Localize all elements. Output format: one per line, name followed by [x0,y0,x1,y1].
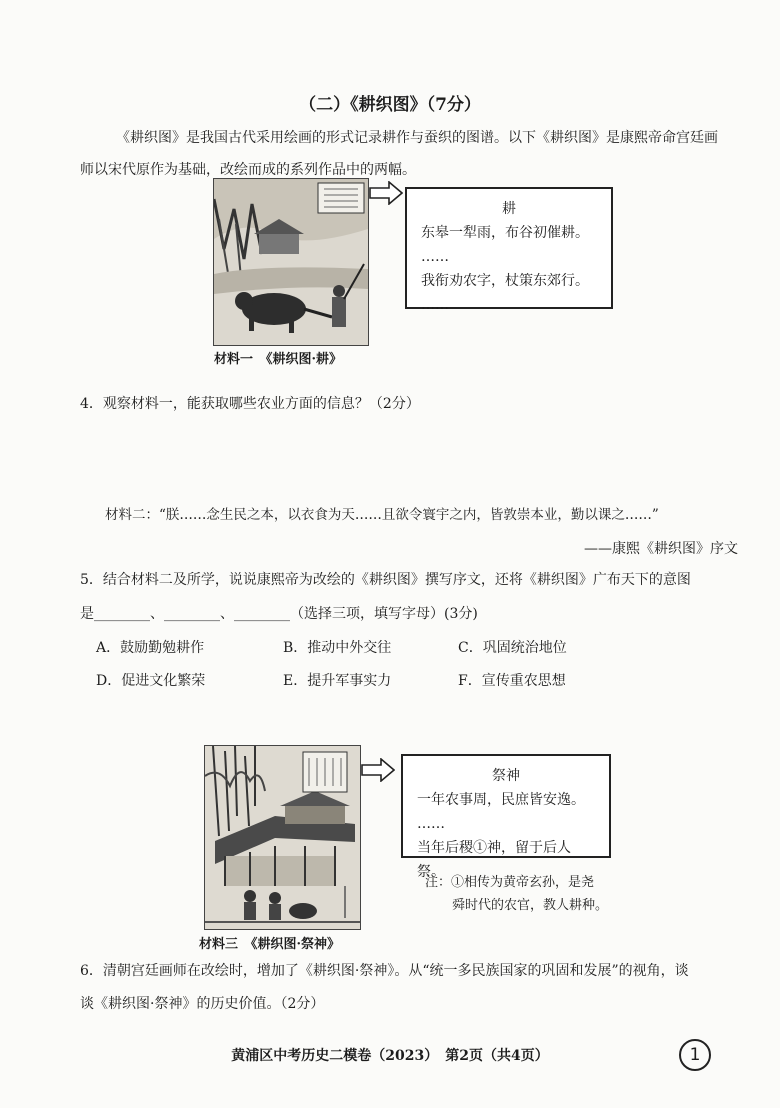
question-6-line-2: 谈《耕织图·祭神》的历史价值。（2分） [80,996,325,1012]
page-footer: 黄浦区中考历史二模卷（2023） 第2页（共4页） [231,1048,549,1064]
section-title: （二）《耕织图》（7分） [299,95,481,115]
poem-line: 一年农事周，民庶皆安逸。 [417,792,585,808]
material1-poem-box [405,187,613,313]
arrow-icon [369,181,403,205]
question-5-line-1: 5．结合材料二及所学，说说康熙帝为改绘的《耕织图》撰写序文，还将《耕织图》广布天下的意图 [80,572,691,588]
option-c: C．巩固统治地位 [458,640,567,656]
material3-caption: 材料三 《耕织图·祭神》 [199,937,341,952]
intro-line-2: 师以宋代原作为基础，改绘而成的系列作品中的两幅。 [80,162,416,178]
material2-text: 材料二：“朕……念生民之本，以衣食为天……且欲令寰宇之内，皆敦崇本业，勤以课之……” [105,507,659,523]
material3-note-line-1: 注：①相传为黄帝玄孙，是尧 [425,875,595,890]
intro-line-1: 《耕织图》是我国古代采用绘画的形式记录耕作与蚕织的图谱。以下《耕织图》是康熙帝命宫廷画 [116,130,718,146]
option-b: B．推动中外交往 [283,640,392,656]
poem-line: …… [421,249,449,265]
poem-line: 东皋一犁雨，布谷初催耕。 [421,225,589,241]
material1-caption: 材料一 《耕织图·耕》 [214,352,343,367]
option-d: D．促进文化繁荣 [96,673,206,689]
poem-title: 祭神 [492,768,520,784]
poem-title: 耕 [502,201,516,217]
poem-line: 当年后稷①神，留于后人祭。 [417,840,571,880]
material2-source: ——康熙《耕织图》序文 [584,541,738,557]
poem-line: …… [421,297,449,313]
option-a: A．鼓励勤勉耕作 [96,640,205,656]
question-6-line-1: 6．清朝宫廷画师在改绘时，增加了《耕织图·祭神》。从“统一多民族国家的巩固和发展”的视角，谈 [80,963,689,979]
material3-poem-box [401,754,611,880]
material1-painting [213,178,369,346]
poem-line: …… [417,816,445,832]
material3-painting [204,745,361,930]
page-mark: 1 [679,1039,711,1071]
option-e: E．提升军事实力 [283,673,392,689]
poem-line: 我衔劝农字，杖策东郊行。 [421,273,589,289]
question-5-line-2: 是________、________、________（选择三项，填写字母）(3分) [80,606,478,622]
intro-paragraph [80,122,750,186]
arrow-icon [361,758,395,782]
material3-note-line-2: 舜时代的农官，教人耕种。 [452,898,609,913]
question-4: 4．观察材料一，能获取哪些农业方面的信息？（2分） [80,396,420,412]
option-f: F．宣传重农思想 [458,673,566,689]
